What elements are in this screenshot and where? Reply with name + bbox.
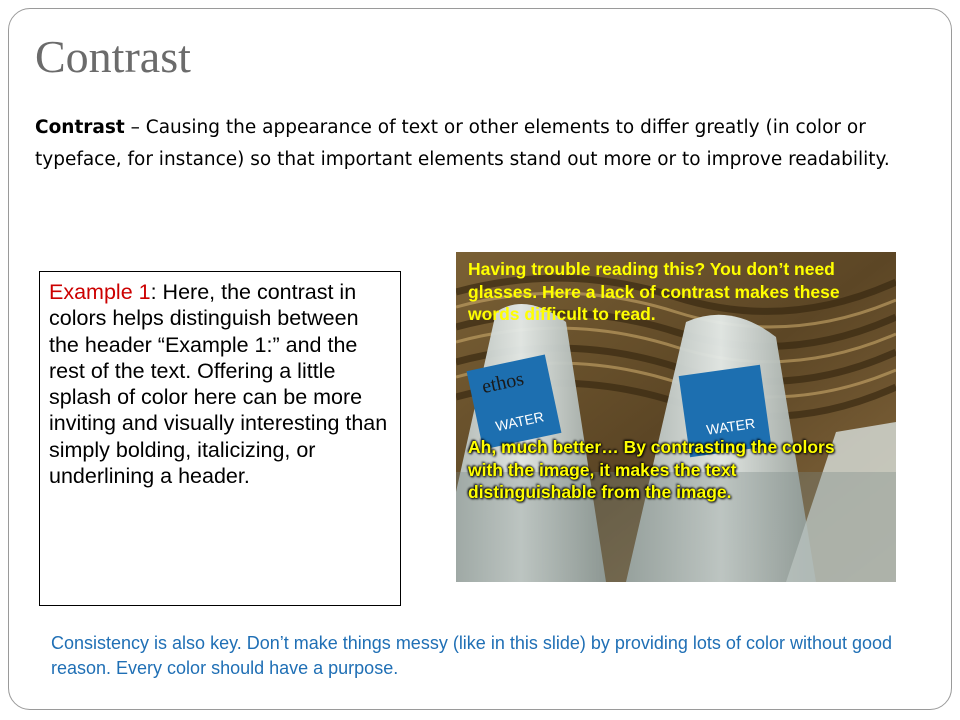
- example-box: [39, 271, 401, 606]
- bottle-label-2: WATER: [705, 415, 757, 438]
- bottle-brand: ethos: [479, 367, 526, 399]
- high-contrast-caption: Ah, much better… By contrasting the colors with the image, it makes the text distinguishable from the image.: [468, 437, 835, 502]
- definition-paragraph: [35, 112, 915, 176]
- definition-text: – Causing the appearance of text or other elements to differ greatly (in color or typeface, for instance) so that important elements stand out more or to improve readability.: [35, 117, 890, 170]
- low-contrast-caption: Having trouble reading this? You don’t need glasses. Here a lack of contrast makes these words difficult to read.: [468, 259, 840, 324]
- example-colon: :: [150, 280, 157, 304]
- bottle-label-1: WATER: [493, 408, 546, 435]
- definition-term: Contrast: [35, 117, 125, 138]
- example-header: Example 1: [49, 280, 151, 304]
- consistency-note: Consistency is also key. Don’t make things messy (like in this slide) by providing lots of color without good reason. Every color should have a purpose.: [51, 633, 893, 678]
- example-text: Here, the contrast in colors helps distinguish between the header “Example 1:” and the rest of the text. Offering a little splash of color here can be more inviting and visually interesting than simply bolding, italicizing, or underlining a header.: [49, 280, 388, 489]
- slide-title: Contrast: [35, 31, 191, 82]
